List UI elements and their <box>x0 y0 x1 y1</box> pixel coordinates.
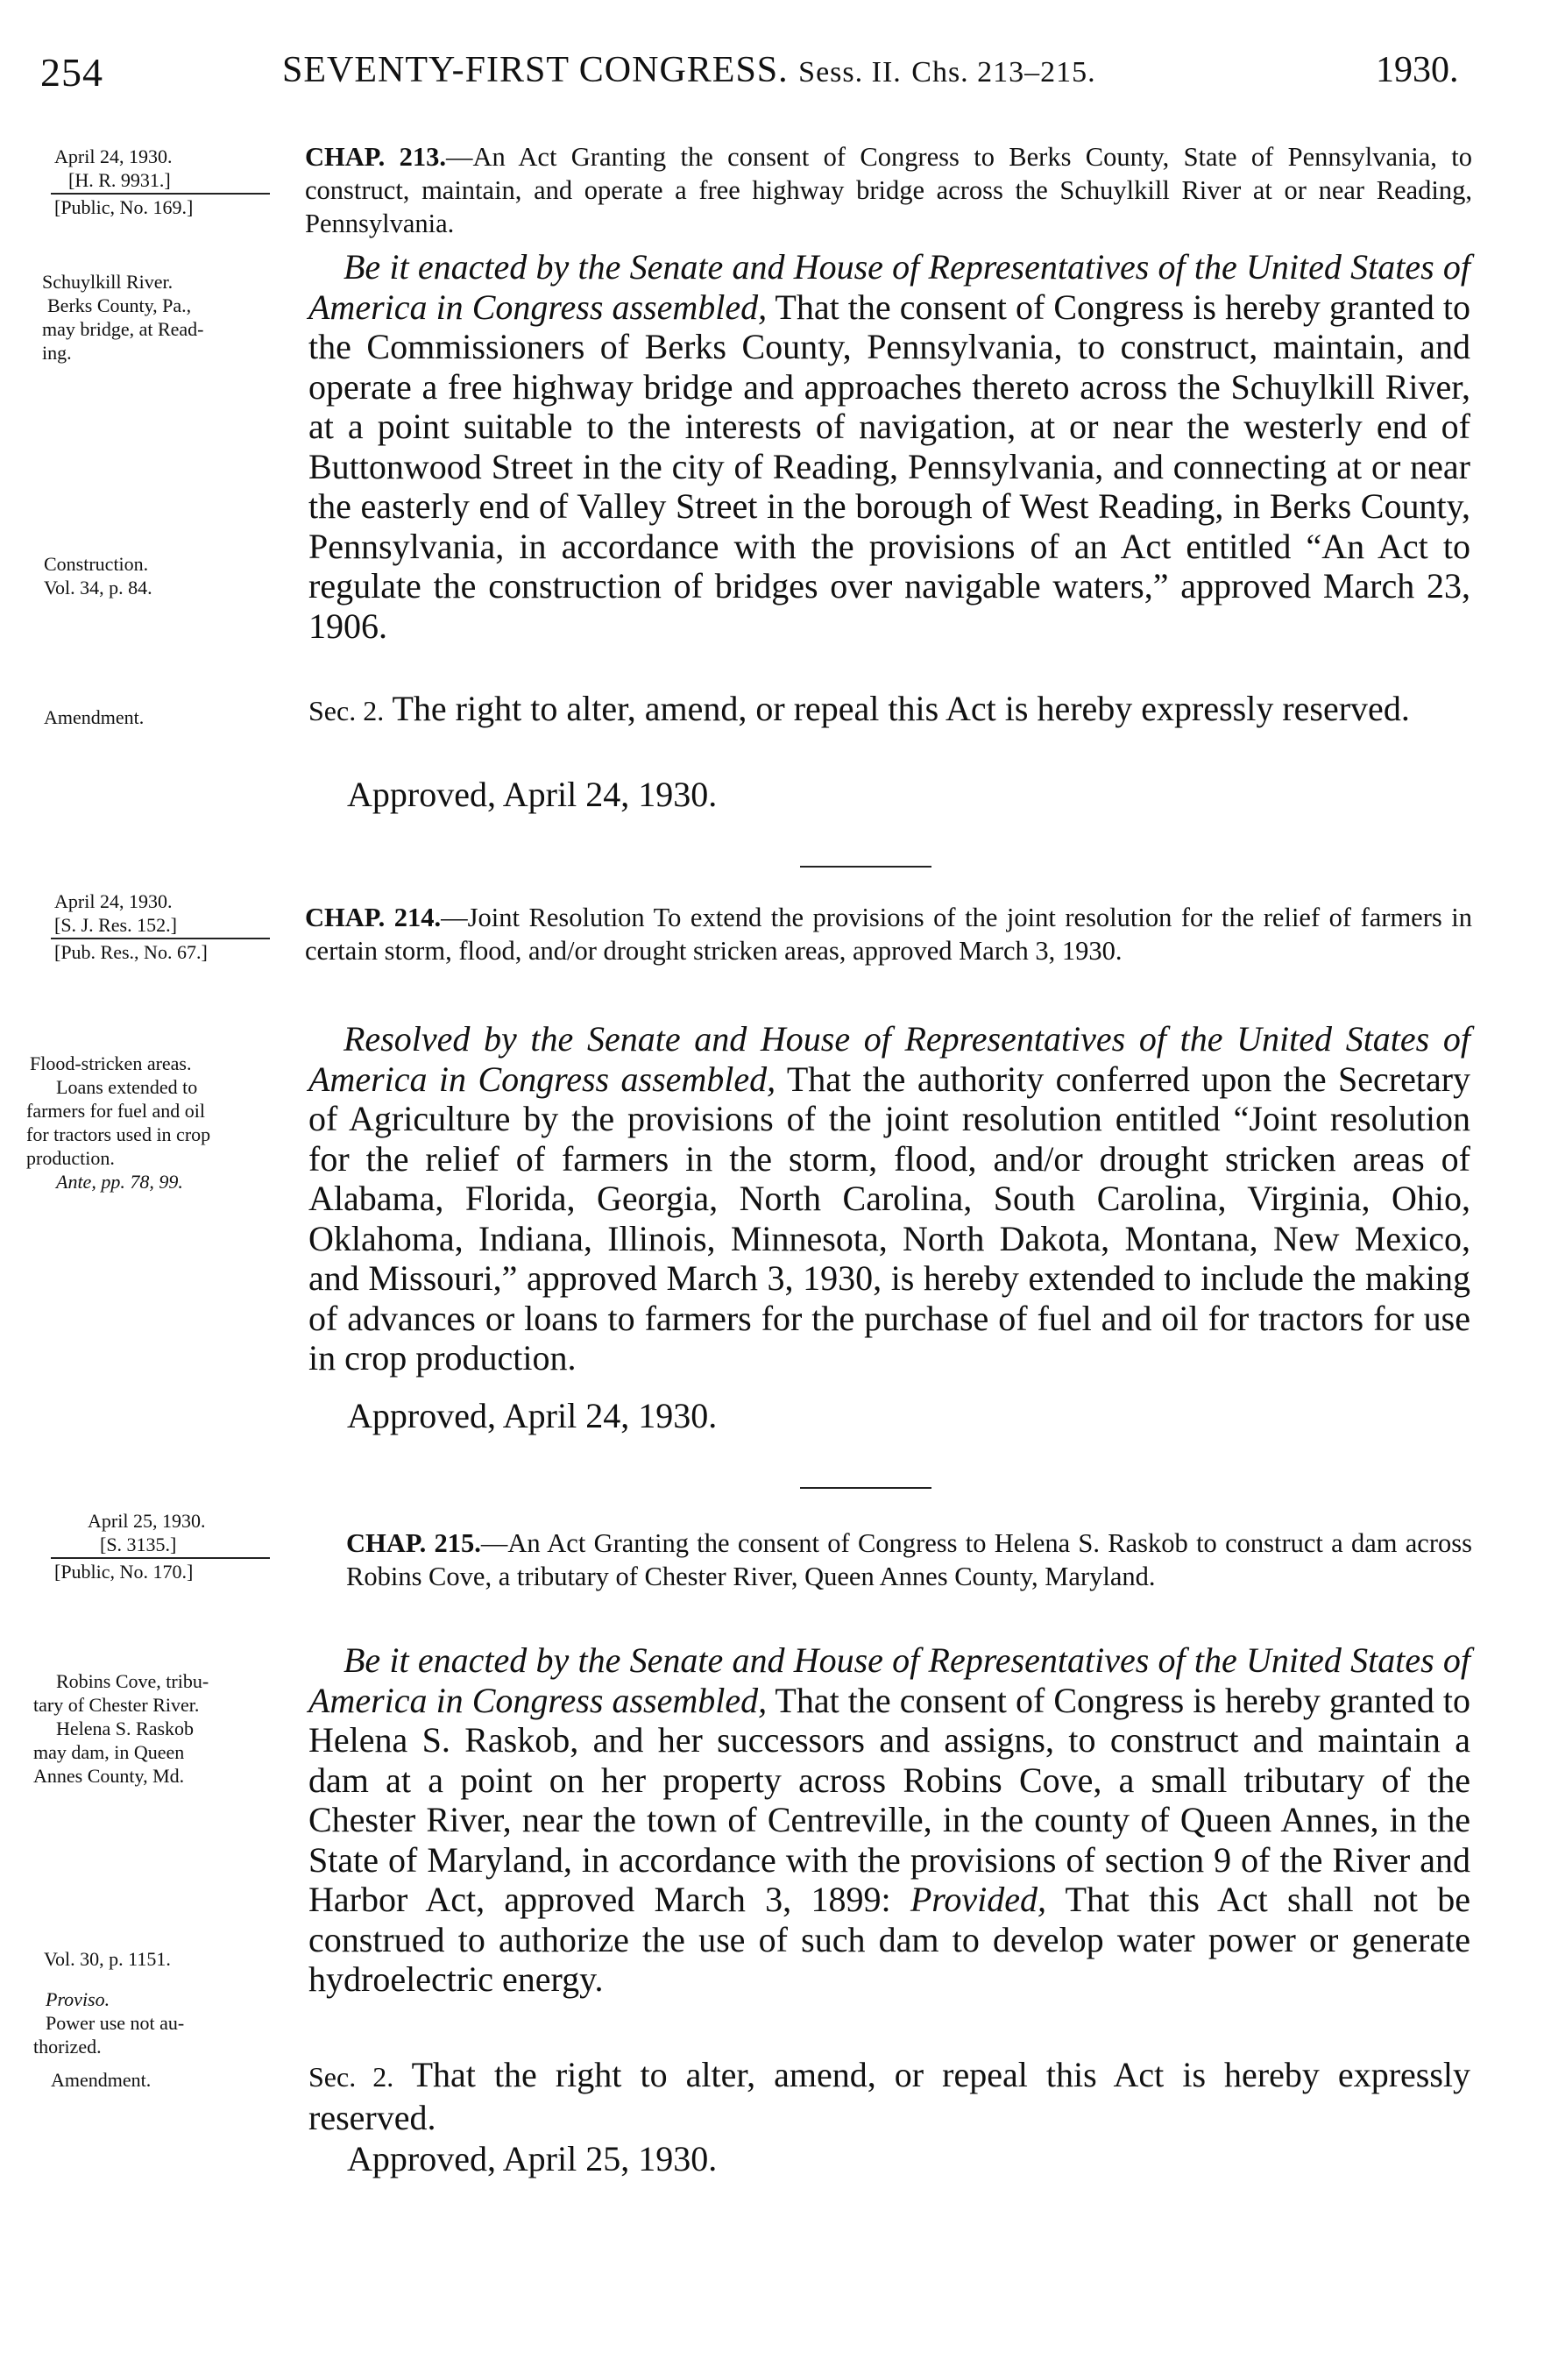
ch213-topic-3: may bridge, at Read- <box>42 318 204 340</box>
ch214-date: April 24, 1930. <box>54 890 173 912</box>
ch213-margin-construction <box>44 552 307 599</box>
ch215-section-2: That the right to alter, amend, or repeal this Act is hereby expressly reserved. <box>308 2055 1471 2137</box>
ch215-margin-vol <box>44 1947 307 1971</box>
ch213-approved: Approved, April 24, 1930. <box>347 775 718 814</box>
ch215-section-1: That the consent of Congress is hereby granted to Helena S. Raskob, and her successors and assigns, to construct and maintain a dam at a point on her property across Robins Cove, a small tributary of the Chester River, near the town of Centreville, in the county of Queen Annes, in the State of Maryland, in accordance with the provisions of section 9 of the River and Harbor Act, approved March 3, 1899: <box>308 1680 1470 1919</box>
ch213-margin-rule <box>51 193 270 195</box>
ch214-margin-topic <box>26 1052 324 1194</box>
ch214-title <box>305 901 1472 967</box>
ch213-title-text: —An Act Granting the consent of Congress to Berks County, State of Pennsylvania, to construct, maintain, and operate a free highway bridge across the Schuylkill River at or near Reading, Pennsylvania. <box>305 142 1472 238</box>
separator-rule-2 <box>800 1487 931 1489</box>
ch213-topic-2: Berks County, Pa., <box>47 294 192 316</box>
ch215-proviso-1: Power use not au- <box>46 2012 185 2034</box>
page-number: 254 <box>40 50 103 95</box>
ch215-sec2-label: Sec. 2. <box>308 2061 394 2093</box>
ch214-title-text: —Joint Resolution To extend the provisions of the joint resolution for the relief of farmers in certain storm, flood, and/or drought stricken areas, approved March 3, 1930. <box>305 903 1472 966</box>
ch213-section-2: The right to alter, amend, or repeal this Act is hereby expressly reserved. <box>392 689 1410 728</box>
ch213-section-2-block <box>308 689 1470 732</box>
ch215-margin-proviso <box>33 1987 296 2058</box>
ch214-topic-5: production. <box>26 1147 115 1169</box>
ch214-topic-2: Loans extended to <box>56 1076 198 1098</box>
ch215-chap-label: CHAP. 215. <box>346 1528 481 1558</box>
ch214-public: [Pub. Res., No. 67.] <box>54 941 208 963</box>
ch215-approved: Approved, April 25, 1930. <box>347 2139 718 2178</box>
ch213-title <box>305 140 1472 240</box>
chapters-label: Chs. 213–215. <box>911 56 1096 89</box>
ch214-bill: [S. J. Res. 152.] <box>54 914 177 936</box>
ch215-margin-amendment <box>51 2068 314 2092</box>
ch215-topic-3: Helena S. Raskob <box>56 1718 195 1739</box>
ch213-sec2-label: Sec. 2. <box>308 695 385 726</box>
ch215-section-2-block <box>308 2055 1470 2137</box>
ch213-topic-1: Schuylkill River. <box>42 271 174 293</box>
ch215-bill: [S. 3135.] <box>100 1534 177 1555</box>
separator-rule-1 <box>800 866 931 868</box>
ch213-chap-label: CHAP. 213. <box>305 142 446 172</box>
congress-title: SEVENTY-FIRST CONGRESS. <box>282 50 789 90</box>
ch213-section-1: That the consent of Congress is hereby granted to the Commissioners of Berks County, Pennsylvania, to construct, maintain, and operate a free highway bridge and approaches thereto across the Schuylkill River, at a point suitable to the interests of navigation, at or near the westerly end of Buttonwood Street in the city of Reading, Pennsylvania, and connecting at or near the easterly end of Valley Street in the borough of West Reading, in Berks County, Pennsylvania, in accordance with the provisions of an Act entitled “An Act to regulate the construction of bridges over navigable waters,” approved March 23, 1906. <box>308 287 1470 646</box>
page-header <box>0 49 1544 102</box>
ch215-public: [Public, No. 170.] <box>54 1561 194 1583</box>
ch214-chap-label: CHAP. 214. <box>305 903 442 932</box>
ch213-construction: Construction. <box>44 553 149 575</box>
running-head <box>282 49 1096 91</box>
ch213-margin-amendment <box>44 705 307 729</box>
ch215-margin-header <box>44 1509 307 1583</box>
ch215-proviso-2: thorized. <box>33 2036 102 2058</box>
session-label: Sess. II. <box>798 56 902 89</box>
ch214-resolving-clause: Resolved by the Senate and House of Representatives of the United States of America in Congress assembled, <box>308 1019 1470 1099</box>
ch215-topic-1: Robins Cove, tribu- <box>56 1670 209 1692</box>
ch214-topic-4: for tractors used in crop <box>26 1123 211 1145</box>
ch215-amendment: Amendment. <box>51 2069 152 2091</box>
ch215-title-text: —An Act Granting the consent of Congress to Helena S. Raskob to construct a dam across Robins Cove, a tributary of Chester River, Queen Annes County, Maryland. <box>346 1528 1472 1591</box>
ch214-text: That the authority conferred upon the Secretary of Agriculture by the provisions of the joint resolution entitled “Joint resolution for the relief of farmers in the storm, flood, and/or drought stricken areas of Alabama, Florida, Georgia, North Carolina, South Carolina, Virginia, Ohio, Oklahoma, Indiana, Illinois, Minnesota, North Dakota, Montana, New Mexico, and Missouri,” approved March 3, 1930, is hereby extended to include the making of advances or loans to farmers for the purchase of fuel and oil for tractors for use in crop production. <box>308 1059 1471 1378</box>
ch215-provided-label: Provided, <box>910 1880 1046 1919</box>
ch213-bill: [H. R. 9931.] <box>68 169 171 191</box>
ch215-topic-4: may dam, in Queen <box>33 1741 185 1763</box>
ch215-margin-rule <box>51 1557 270 1559</box>
ch215-date: April 25, 1930. <box>88 1510 206 1532</box>
ch215-proviso-label: Proviso. <box>46 1988 110 2010</box>
ch214-ante-ref: Ante, pp. 78, 99. <box>56 1171 183 1193</box>
ch213-amendment: Amendment. <box>44 706 145 728</box>
ch213-topic-4: ing. <box>42 342 72 364</box>
ch214-topic-3: farmers for fuel and oil <box>26 1100 206 1122</box>
ch215-topic-5: Annes County, Md. <box>33 1765 185 1787</box>
ch215-body <box>308 1640 1470 2000</box>
ch215-enacting-clause: Be it enacted by the Senate and House of Representatives of the United States of America in Congress assembled, <box>308 1640 1470 1720</box>
ch214-body <box>308 1019 1470 1378</box>
ch215-topic-2: tary of Chester River. <box>33 1694 200 1716</box>
ch213-enacting-clause: Be it enacted by the Senate and House of Representatives of the United States of America in Congress assembled, <box>308 247 1470 327</box>
ch213-public: [Public, No. 169.] <box>54 196 194 218</box>
ch213-body <box>308 247 1470 646</box>
ch214-margin-header <box>44 889 307 964</box>
ch213-margin-header <box>44 145 307 219</box>
ch214-topic-1: Flood-stricken areas. <box>30 1052 192 1074</box>
ch215-vol-ref: Vol. 30, p. 1151. <box>44 1948 171 1970</box>
ch213-date: April 24, 1930. <box>54 145 173 167</box>
ch213-vol-ref: Vol. 34, p. 84. <box>44 577 152 599</box>
ch215-margin-topic <box>33 1669 314 1788</box>
ch214-margin-rule <box>51 938 270 939</box>
ch215-proviso-text: That this Act shall not be construed to authorize the use of such dam to develop water power or generate hydroelectric energy. <box>308 1880 1470 1999</box>
running-year: 1930. <box>1376 50 1459 90</box>
ch215-title <box>346 1526 1472 1593</box>
ch214-approved: Approved, April 24, 1930. <box>347 1396 718 1435</box>
ch213-margin-topic <box>42 270 322 365</box>
